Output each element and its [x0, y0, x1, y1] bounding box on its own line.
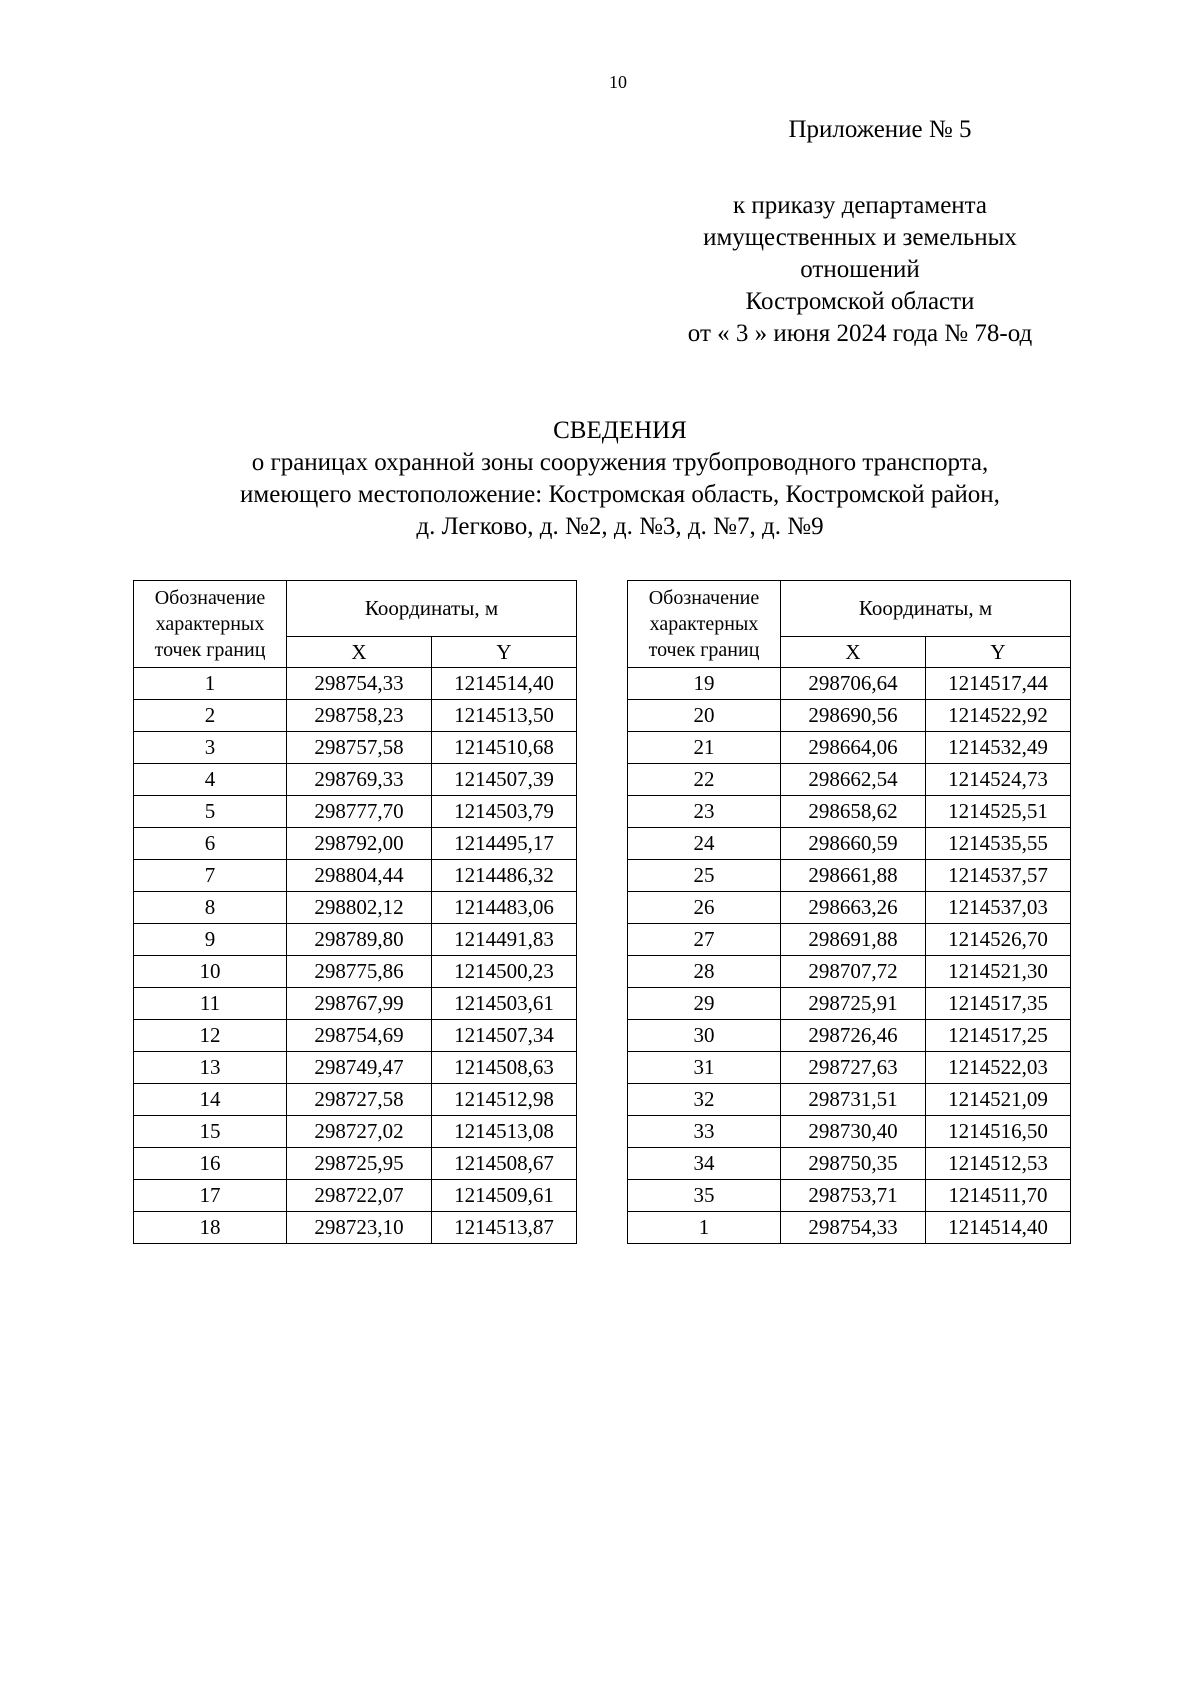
point-cell: 26 — [628, 892, 781, 924]
y-cell: 1214510,68 — [432, 732, 577, 764]
point-cell: 33 — [628, 1116, 781, 1148]
x-cell: 298758,23 — [287, 700, 432, 732]
x-cell: 298769,33 — [287, 764, 432, 796]
point-cell: 34 — [628, 1148, 781, 1180]
y-cell: 1214526,70 — [926, 924, 1071, 956]
document-subtitle-line: д. Легково, д. №2, д. №3, д. №7, д. №9 — [416, 513, 824, 540]
x-cell: 298757,58 — [287, 732, 432, 764]
point-cell: 6 — [134, 828, 287, 860]
y-cell: 1214513,50 — [432, 700, 577, 732]
y-cell: 1214483,06 — [432, 892, 577, 924]
point-column-header — [628, 581, 781, 668]
y-cell: 1214537,57 — [926, 860, 1071, 892]
y-cell: 1214513,87 — [432, 1212, 577, 1244]
y-column-header: Y — [432, 637, 577, 668]
document-title: СВЕДЕНИЯ — [553, 417, 687, 444]
table-row — [134, 796, 577, 828]
y-cell: 1214503,79 — [432, 796, 577, 828]
point-cell: 21 — [628, 732, 781, 764]
x-cell: 298664,06 — [781, 732, 926, 764]
point-cell: 22 — [628, 764, 781, 796]
y-column-header: Y — [926, 637, 1071, 668]
table-row — [628, 988, 1071, 1020]
point-column-header — [134, 581, 287, 668]
x-cell: 298777,70 — [287, 796, 432, 828]
y-cell: 1214486,32 — [432, 860, 577, 892]
y-cell: 1214491,83 — [432, 924, 577, 956]
table-row — [628, 892, 1071, 924]
table-row — [134, 1180, 577, 1212]
table-row — [134, 732, 577, 764]
table-row — [134, 1116, 577, 1148]
order-line: Костромской области — [745, 288, 975, 315]
point-cell: 25 — [628, 860, 781, 892]
point-cell: 16 — [134, 1148, 287, 1180]
point-cell: 14 — [134, 1084, 287, 1116]
point-header-line: точек границ — [154, 639, 266, 661]
coordinates-header: Координаты, м — [287, 581, 577, 637]
x-cell: 298754,33 — [781, 1212, 926, 1244]
table-row — [134, 1148, 577, 1180]
point-cell: 11 — [134, 988, 287, 1020]
x-cell: 298725,95 — [287, 1148, 432, 1180]
x-cell: 298730,40 — [781, 1116, 926, 1148]
point-cell: 12 — [134, 1020, 287, 1052]
table-row — [134, 828, 577, 860]
table-row — [628, 1212, 1071, 1244]
x-cell: 298789,80 — [287, 924, 432, 956]
x-column-header: X — [781, 637, 926, 668]
table-row — [628, 796, 1071, 828]
point-cell: 35 — [628, 1180, 781, 1212]
document-heading — [100, 415, 1140, 543]
table-row — [628, 1148, 1071, 1180]
x-cell: 298726,46 — [781, 1020, 926, 1052]
point-header-line: Обозначение — [648, 587, 760, 609]
point-cell: 29 — [628, 988, 781, 1020]
x-cell: 298749,47 — [287, 1052, 432, 1084]
point-cell: 27 — [628, 924, 781, 956]
document-subtitle-line: о границах охранной зоны сооружения трубопроводного транспорта, — [251, 449, 989, 476]
order-reference — [640, 190, 1080, 350]
page-number: 10 — [609, 72, 627, 92]
order-line: от « 3 » июня 2024 года № 78-од — [687, 320, 1033, 347]
table-body — [134, 668, 577, 1244]
x-cell: 298731,51 — [781, 1084, 926, 1116]
point-cell: 13 — [134, 1052, 287, 1084]
y-cell: 1214514,40 — [432, 668, 577, 700]
y-cell: 1214521,09 — [926, 1084, 1071, 1116]
point-cell: 20 — [628, 700, 781, 732]
coordinates-header: Координаты, м — [781, 581, 1071, 637]
y-cell: 1214503,61 — [432, 988, 577, 1020]
y-cell: 1214507,34 — [432, 1020, 577, 1052]
point-cell: 10 — [134, 956, 287, 988]
y-cell: 1214522,92 — [926, 700, 1071, 732]
x-cell: 298706,64 — [781, 668, 926, 700]
table-row — [628, 668, 1071, 700]
table-row — [628, 732, 1071, 764]
table-row — [134, 924, 577, 956]
point-header-line: точек границ — [648, 639, 760, 661]
x-cell: 298754,33 — [287, 668, 432, 700]
table-row — [134, 1020, 577, 1052]
point-header-line: характерных — [649, 613, 759, 635]
x-cell: 298750,35 — [781, 1148, 926, 1180]
y-cell: 1214511,70 — [926, 1180, 1071, 1212]
x-cell: 298662,54 — [781, 764, 926, 796]
point-cell: 1 — [628, 1212, 781, 1244]
y-cell: 1214516,50 — [926, 1116, 1071, 1148]
y-cell: 1214537,03 — [926, 892, 1071, 924]
y-cell: 1214507,39 — [432, 764, 577, 796]
table-row — [628, 1020, 1071, 1052]
appendix-title: Приложение № 5 — [788, 116, 972, 143]
x-cell: 298727,58 — [287, 1084, 432, 1116]
y-cell: 1214514,40 — [926, 1212, 1071, 1244]
x-cell: 298707,72 — [781, 956, 926, 988]
table-row — [134, 860, 577, 892]
table-row — [628, 860, 1071, 892]
x-cell: 298775,86 — [287, 956, 432, 988]
point-cell: 17 — [134, 1180, 287, 1212]
x-cell: 298802,12 — [287, 892, 432, 924]
coordinates-table-right — [627, 580, 1071, 1244]
table-row — [628, 700, 1071, 732]
x-cell: 298660,59 — [781, 828, 926, 860]
y-cell: 1214517,44 — [926, 668, 1071, 700]
x-cell: 298661,88 — [781, 860, 926, 892]
table-row — [628, 924, 1071, 956]
point-cell: 28 — [628, 956, 781, 988]
y-cell: 1214509,61 — [432, 1180, 577, 1212]
x-cell: 298754,69 — [287, 1020, 432, 1052]
point-cell: 4 — [134, 764, 287, 796]
x-cell: 298727,63 — [781, 1052, 926, 1084]
point-cell: 3 — [134, 732, 287, 764]
table-body — [628, 668, 1071, 1244]
y-cell: 1214521,30 — [926, 956, 1071, 988]
x-cell: 298725,91 — [781, 988, 926, 1020]
y-cell: 1214512,98 — [432, 1084, 577, 1116]
y-cell: 1214500,23 — [432, 956, 577, 988]
point-cell: 30 — [628, 1020, 781, 1052]
y-cell: 1214508,63 — [432, 1052, 577, 1084]
y-cell: 1214512,53 — [926, 1148, 1071, 1180]
y-cell: 1214524,73 — [926, 764, 1071, 796]
x-cell: 298722,07 — [287, 1180, 432, 1212]
point-cell: 8 — [134, 892, 287, 924]
x-cell: 298804,44 — [287, 860, 432, 892]
order-line: имущественных и земельных — [703, 224, 1017, 251]
x-cell: 298690,56 — [781, 700, 926, 732]
y-cell: 1214525,51 — [926, 796, 1071, 828]
x-cell: 298723,10 — [287, 1212, 432, 1244]
point-header-line: характерных — [155, 613, 265, 635]
point-cell: 23 — [628, 796, 781, 828]
table-row — [628, 1052, 1071, 1084]
table-row — [134, 956, 577, 988]
table-row — [134, 988, 577, 1020]
y-cell: 1214517,35 — [926, 988, 1071, 1020]
point-cell: 31 — [628, 1052, 781, 1084]
table-row — [628, 764, 1071, 796]
x-cell: 298792,00 — [287, 828, 432, 860]
order-line: отношений — [800, 256, 920, 283]
document-subtitle-line: имеющего местоположение: Костромская область, Костромской район, — [240, 481, 1000, 508]
table-row — [134, 892, 577, 924]
table-row — [134, 700, 577, 732]
table-row — [628, 956, 1071, 988]
y-cell: 1214535,55 — [926, 828, 1071, 860]
point-cell: 32 — [628, 1084, 781, 1116]
table-row — [628, 1116, 1071, 1148]
order-line: к приказу департамента — [732, 192, 988, 219]
point-cell: 19 — [628, 668, 781, 700]
x-cell: 298658,62 — [781, 796, 926, 828]
table-row — [134, 1052, 577, 1084]
y-cell: 1214517,25 — [926, 1020, 1071, 1052]
point-cell: 9 — [134, 924, 287, 956]
x-cell: 298691,88 — [781, 924, 926, 956]
point-cell: 7 — [134, 860, 287, 892]
point-cell: 2 — [134, 700, 287, 732]
y-cell: 1214508,67 — [432, 1148, 577, 1180]
point-header-line: Обозначение — [154, 587, 266, 609]
y-cell: 1214522,03 — [926, 1052, 1071, 1084]
point-cell: 24 — [628, 828, 781, 860]
table-row — [628, 1084, 1071, 1116]
y-cell: 1214532,49 — [926, 732, 1071, 764]
x-column-header: X — [287, 637, 432, 668]
table-row — [134, 668, 577, 700]
table-row — [628, 828, 1071, 860]
x-cell: 298767,99 — [287, 988, 432, 1020]
x-cell: 298663,26 — [781, 892, 926, 924]
point-cell: 15 — [134, 1116, 287, 1148]
table-row — [134, 1084, 577, 1116]
x-cell: 298727,02 — [287, 1116, 432, 1148]
x-cell: 298753,71 — [781, 1180, 926, 1212]
table-row — [134, 764, 577, 796]
point-cell: 18 — [134, 1212, 287, 1244]
y-cell: 1214513,08 — [432, 1116, 577, 1148]
point-cell: 1 — [134, 668, 287, 700]
table-row — [628, 1180, 1071, 1212]
table-row — [134, 1212, 577, 1244]
coordinates-table-left — [133, 580, 577, 1244]
y-cell: 1214495,17 — [432, 828, 577, 860]
point-cell: 5 — [134, 796, 287, 828]
